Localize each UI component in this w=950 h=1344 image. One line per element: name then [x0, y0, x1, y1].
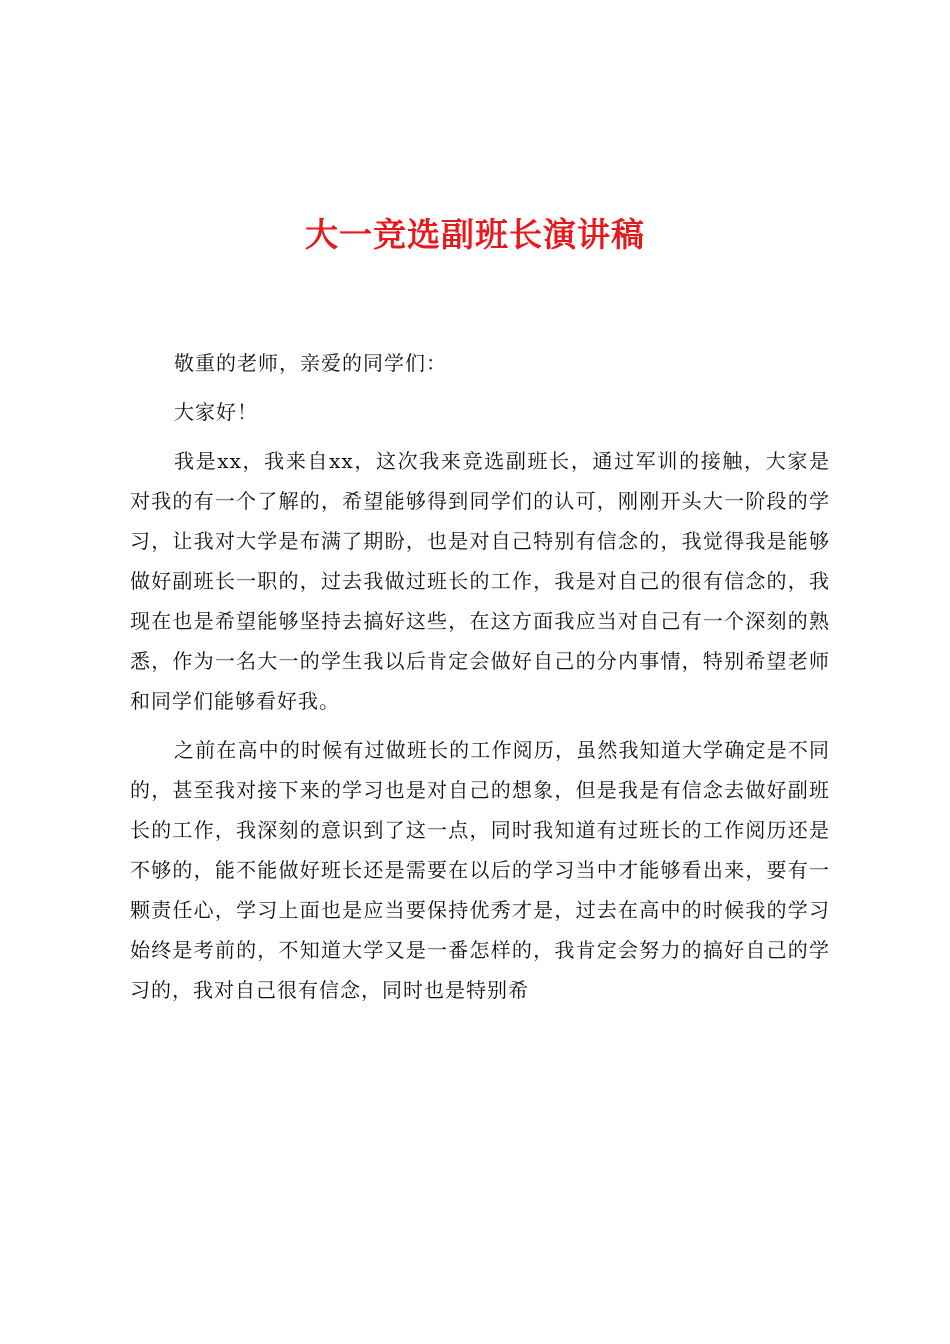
- greeting: 大家好！: [174, 400, 258, 424]
- paragraph-2: 之前在高中的时候有过做班长的工作阅历，虽然我知道大学确定是不同的，甚至我对接下来的学习也是对自己的想象，但是我是有信念去做好副班长的工作，我深刻的意识到了这一点，同时我知道有过班长的工作阅历还是不够的，能不能做好班长还是需要在以后的学习当中才能够看出来，要有一颗责任心，学习上面也是应当要保持优秀才是，过去在高中的时候我的学习始终是考前的，不知道大学又是一番怎样的，我肯定会努力的搞好自己的学习的，我对自己很有信念，同时也是特别希: [130, 738, 830, 1002]
- salutation: 敬重的老师，亲爱的同学们：: [174, 351, 447, 375]
- document-body: [130, 343, 830, 1019]
- paragraph-1: 我是xx，我来自xx，这次我来竞选副班长，通过军训的接触，大家是对我的有一个了解的，希望能够得到同学们的认可，刚刚开头大一阶段的学习，让我对大学是布满了期盼，也是对自己特别有信念的，我觉得我是能够做好副班长一职的，过去我做过班长的工作，我是对自己的很有信念的，我现在也是希望能够坚持去搞好这些，在这方面我应当对自己有一个深刻的熟悉，作为一名大一的学生我以后肯定会做好自己的分内事情，特别希望老师和同学们能够看好我。: [130, 449, 830, 713]
- document-title: 大一竞选副班长演讲稿: [305, 215, 645, 254]
